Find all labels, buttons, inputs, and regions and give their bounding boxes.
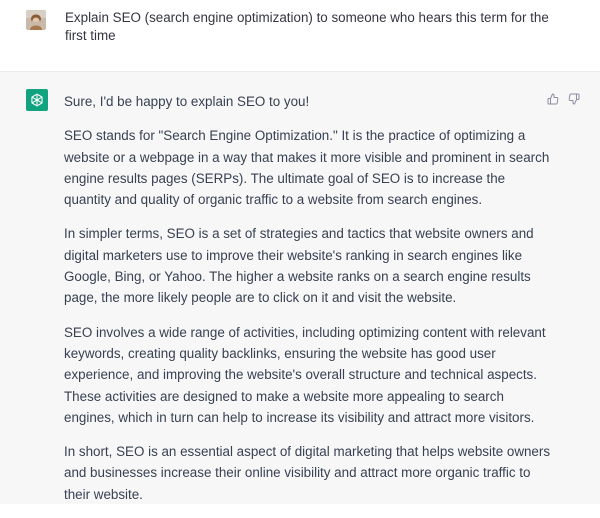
answer-paragraph: Sure, I'd be happy to explain SEO to you! xyxy=(64,94,310,109)
user-photo-avatar-icon xyxy=(26,10,46,30)
answer-paragraph: SEO stands for "Search Engine Optimization." It is the practice of optimizing a website or a webpage in a way that makes it more visible and prominent in search engine results pages (SERPs). The ultimate goal of SEO is to increase the quantity and quality of organic traffic to a website from search engines. xyxy=(64,128,550,208)
chatgpt-logo-icon xyxy=(29,92,45,108)
answer-paragraph: In short, SEO is an essential aspect of digital marketing that helps website owners and businesses increase their online visibility and attract more organic traffic to their website. xyxy=(64,444,551,502)
user-message-text: Explain SEO (search engine optimization) to someone who hears this term for the first time xyxy=(65,10,549,43)
assistant-message-text xyxy=(64,91,554,518)
thumbs-down-icon xyxy=(568,93,580,105)
user-avatar xyxy=(26,10,46,30)
thumbs-down-button[interactable] xyxy=(567,92,581,106)
assistant-avatar xyxy=(26,89,48,111)
assistant-message-row xyxy=(0,71,600,504)
user-message-row xyxy=(0,0,600,71)
answer-paragraph: In simpler terms, SEO is a set of strategies and tactics that website owners and digital marketers use to improve their website's ranking in search engines like Google, Bing, or Yahoo. The higher a website ranks on a search engine results page, the more likely people are to click on it and visit the website. xyxy=(64,226,534,306)
answer-paragraph: SEO involves a wide range of activities, including optimizing content with relevant keywords, creating quality backlinks, ensuring the website has good user experience, and improving the website's overall structure and technical aspects. These activities are designed to make a website more appealing to search engines, which in turn can help to increase its visibility and attract more visitors. xyxy=(64,324,546,425)
